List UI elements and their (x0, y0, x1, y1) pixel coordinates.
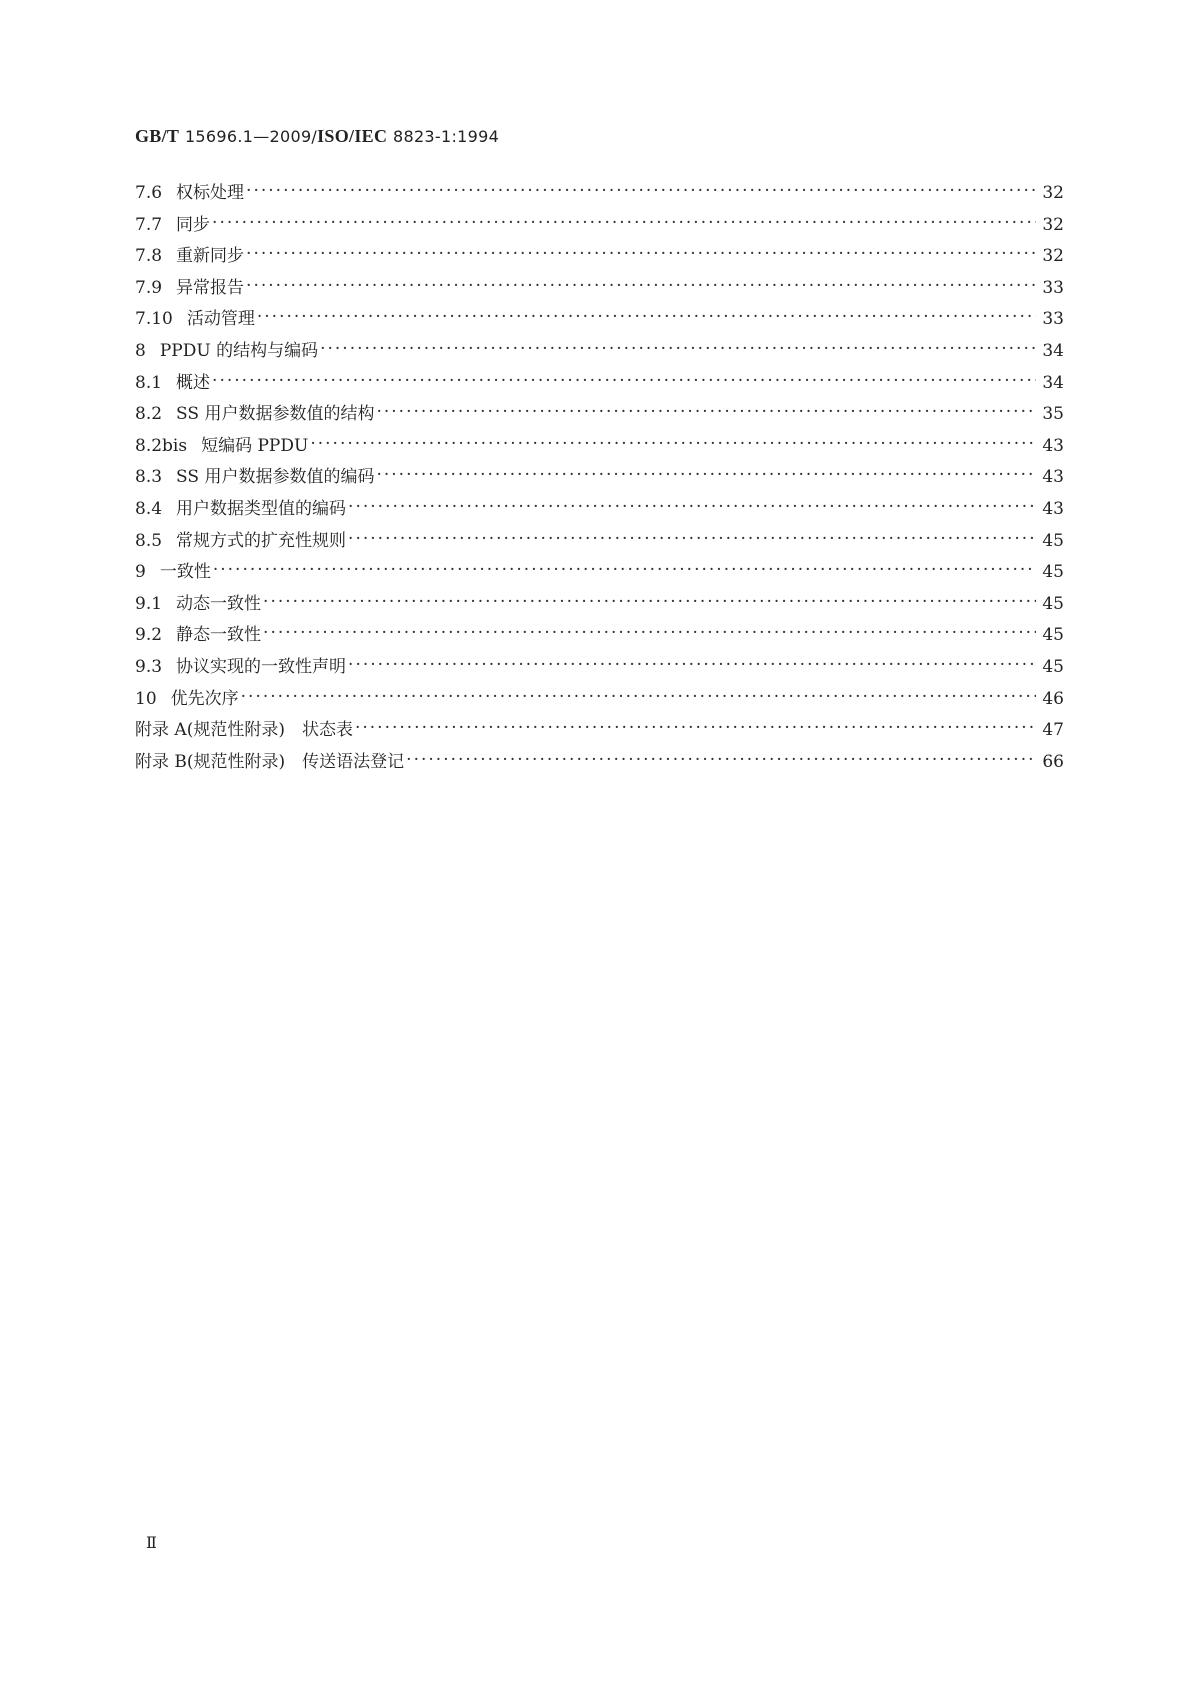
toc-entry[interactable] (135, 652, 1064, 684)
toc-entry[interactable] (135, 273, 1064, 305)
toc-entry-page: 33 (1042, 309, 1064, 330)
toc-entry-page: 45 (1042, 593, 1064, 614)
document-header (135, 126, 499, 147)
toc-entry-number: 9 (135, 562, 146, 583)
toc-entry-page: 32 (1042, 246, 1064, 267)
toc-leader-dots (310, 434, 1036, 451)
toc-entry[interactable] (135, 557, 1064, 589)
toc-entry[interactable] (135, 589, 1064, 621)
toc-entry-page: 32 (1042, 183, 1064, 203)
iso-number: 8823-1:1994 (392, 127, 500, 146)
toc-entry-page: 66 (1042, 751, 1064, 772)
toc-entry-number: 8.2bis (135, 435, 188, 456)
toc-entry-title: (规范性附录) 状态表 (186, 720, 353, 741)
toc-entry[interactable] (135, 368, 1064, 400)
toc-entry-title: 协议实现的一致性声明 (176, 656, 347, 677)
toc-leader-dots (348, 655, 1036, 672)
toc-leader-dots (320, 339, 1036, 356)
toc-entry[interactable] (135, 494, 1064, 526)
toc-entry-title: 重新同步 (176, 246, 245, 267)
toc-entry-title: 动态一致性 (176, 593, 262, 614)
toc-entry[interactable] (135, 399, 1064, 431)
toc-entry-number: 附录 B (135, 751, 187, 772)
toc-entry-number: 9.3 (135, 656, 163, 677)
toc-entry[interactable] (135, 241, 1064, 273)
toc-entry-number: 7.8 (135, 246, 163, 267)
toc-entry-number: 10 (135, 688, 157, 709)
toc-leader-dots (348, 497, 1036, 514)
toc-entry[interactable] (135, 304, 1064, 336)
toc-leader-dots (263, 623, 1036, 640)
toc-entry-number: 9.1 (135, 593, 163, 614)
toc-entry-title: (规范性附录) 传送语法登记 (186, 751, 405, 772)
toc-entry-page: 43 (1042, 498, 1064, 519)
toc-leader-dots (376, 465, 1036, 482)
toc-entry-number: 8 (135, 340, 146, 361)
toc-entry-title: 静态一致性 (176, 625, 262, 646)
toc-entry-page: 32 (1042, 214, 1064, 235)
toc-entry-number: 8.4 (135, 498, 163, 519)
toc-entry-page: 33 (1042, 277, 1064, 298)
toc-entry-number: 附录 A (135, 720, 187, 741)
toc-entry-page: 45 (1042, 625, 1064, 646)
toc-entry-title: SS 用户数据参数值的编码 (176, 467, 375, 488)
toc-entry-title: 优先次序 (170, 688, 239, 709)
toc-leader-dots (212, 213, 1036, 230)
page-number: Ⅱ (146, 1533, 157, 1552)
toc-entry-page: 46 (1042, 688, 1064, 709)
toc-entry-page: 45 (1042, 656, 1064, 677)
toc-entry-number: 7.6 (135, 183, 163, 203)
toc-leader-dots (241, 687, 1036, 704)
toc-entry-page: 45 (1042, 530, 1064, 551)
toc-entry-number: 7.10 (135, 309, 173, 330)
toc-entry-page: 43 (1042, 435, 1064, 456)
toc-entry-title: 一致性 (159, 562, 211, 583)
toc-entry-page: 45 (1042, 562, 1064, 583)
standard-code: GB/T (135, 126, 180, 146)
toc-entry-page: 43 (1042, 467, 1064, 488)
toc-entry-title: SS 用户数据参数值的结构 (176, 404, 375, 425)
toc-leader-dots (348, 529, 1036, 546)
toc-entry-number: 8.5 (135, 530, 163, 551)
toc-entry-number: 8.3 (135, 467, 163, 488)
toc-entry-page: 34 (1042, 340, 1064, 361)
toc-leader-dots (213, 560, 1036, 577)
toc-entry-title: 概述 (176, 372, 211, 393)
toc-entry-title: 异常报告 (176, 277, 245, 298)
toc-entry-title: PPDU 的结构与编码 (159, 340, 319, 361)
toc-leader-dots (246, 181, 1036, 198)
toc-entry-title: 常规方式的扩充性规则 (176, 530, 347, 551)
toc-leader-dots (212, 371, 1036, 388)
toc-entry[interactable] (135, 620, 1064, 652)
toc-entry-title: 活动管理 (186, 309, 255, 330)
toc-entry-title: 同步 (176, 214, 211, 235)
toc-entry[interactable] (135, 210, 1064, 242)
toc-leader-dots (376, 402, 1036, 419)
toc-leader-dots (406, 750, 1036, 767)
toc-entry-title: 短编码 PPDU (201, 435, 309, 456)
toc-entry[interactable] (135, 715, 1064, 747)
toc-entry[interactable] (135, 336, 1064, 368)
toc-entry[interactable] (135, 178, 1064, 210)
toc-entry-page: 34 (1042, 372, 1064, 393)
toc-entry-number: 7.9 (135, 277, 163, 298)
toc-leader-dots (263, 592, 1036, 609)
toc-leader-dots (246, 276, 1036, 293)
toc-entry[interactable] (135, 747, 1064, 779)
toc-entry-page: 35 (1042, 404, 1064, 425)
iso-code: ISO/IEC (317, 126, 388, 146)
toc-entry[interactable] (135, 526, 1064, 558)
toc-entry-page: 47 (1042, 720, 1064, 741)
toc-entry-title: 权标处理 (176, 183, 245, 203)
toc-leader-dots (355, 718, 1036, 735)
toc-leader-dots (257, 307, 1036, 324)
toc-entry-title: 用户数据类型值的编码 (176, 498, 347, 519)
toc-entry[interactable] (135, 684, 1064, 716)
toc-entry-number: 8.1 (135, 372, 163, 393)
toc-entry-number: 7.7 (135, 214, 163, 235)
table-of-contents (135, 178, 1064, 778)
standard-number: 15696.1—2009/ (184, 127, 318, 146)
toc-entry[interactable] (135, 462, 1064, 494)
toc-entry[interactable] (135, 431, 1064, 463)
toc-entry-number: 9.2 (135, 625, 163, 646)
toc-entry-number: 8.2 (135, 404, 163, 425)
toc-leader-dots (246, 244, 1036, 261)
